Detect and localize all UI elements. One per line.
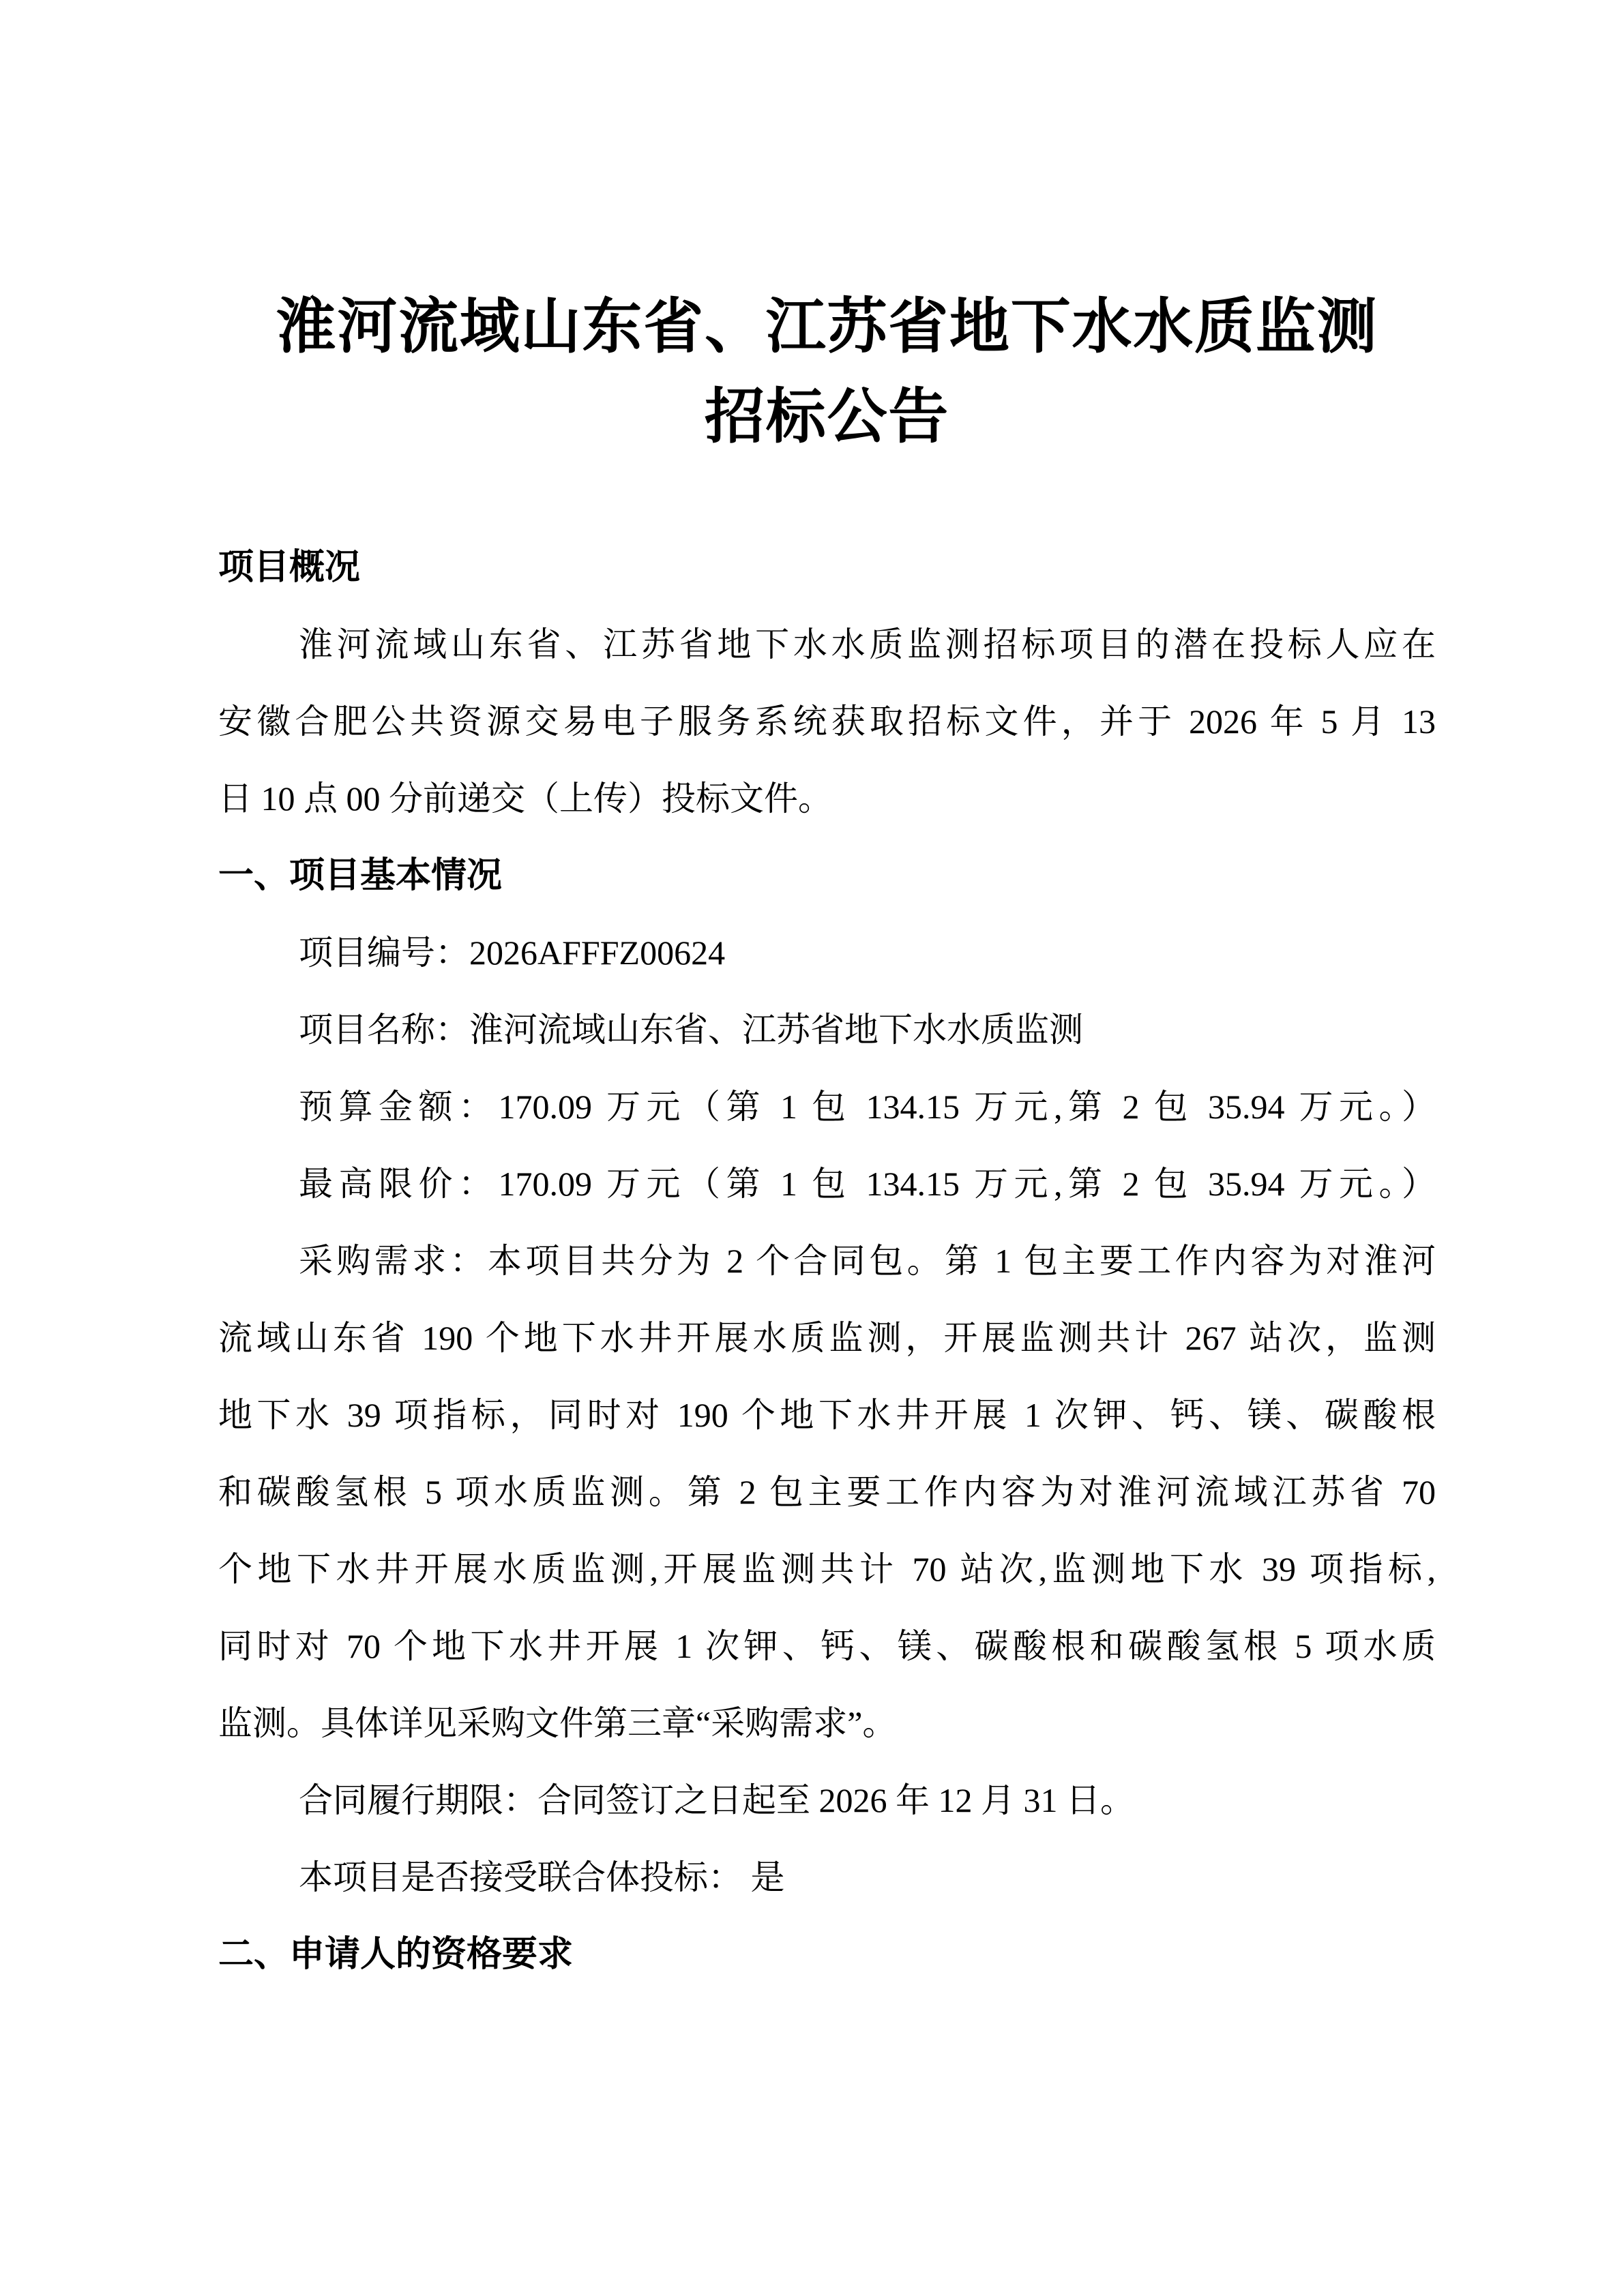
requirement-line: 和碳酸氢根 5 项水质监测。第 2 包主要工作内容为对淮河流域江苏省 70: [218, 1473, 1436, 1511]
contract-period-line: 合同履行期限：合同签订之日起至 2026 年 12 月 31 日。: [299, 1781, 1134, 1819]
overview-line: 淮河流域山东省、江苏省地下水水质监测招标项目的潜在投标人应在: [299, 625, 1436, 664]
overview-line: 安徽合肥公共资源交易电子服务系统获取招标文件，并于 2026 年 5 月 13: [218, 702, 1436, 741]
requirement-line: 采购需求：本项目共分为 2 个合同包。第 1 包主要工作内容为对淮河: [299, 1242, 1436, 1280]
section2-heading: 二、申请人的资格要求: [218, 1935, 574, 1974]
requirement-line: 个地下水井开展水质监测,开展监测共计 70 站次,监测地下水 39 项指标,: [218, 1550, 1436, 1588]
requirement-line: 流域山东省 190 个地下水井开展水质监测，开展监测共计 267 站次，监测: [218, 1319, 1436, 1357]
budget-line: 预算金额：170.09 万元（第 1 包 134.15 万元,第 2 包 35.94 万元。）: [299, 1088, 1436, 1126]
document-title-line1: 淮河流域山东省、江苏省地下水水质监测: [276, 295, 1378, 361]
project-number-line: 项目编号：2026AFFFZ00624: [299, 934, 726, 972]
requirement-line: 地下水 39 项指标，同时对 190 个地下水井开展 1 次钾、钙、镁、碳酸根: [218, 1396, 1436, 1434]
project-name-line: 项目名称：淮河流域山东省、江苏省地下水水质监测: [299, 1011, 1083, 1049]
requirement-line: 监测。具体详见采购文件第三章“采购需求”。: [218, 1704, 897, 1742]
document-title-line2: 招标公告: [704, 385, 950, 451]
document-title: [218, 283, 1436, 463]
requirement-line: 同时对 70 个地下水井开展 1 次钾、钙、镁、碳酸根和碳酸氢根 5 项水质: [218, 1627, 1436, 1665]
consortium-line: 本项目是否接受联合体投标： 是: [299, 1858, 785, 1896]
max-price-line: 最高限价：170.09 万元（第 1 包 134.15 万元,第 2 包 35.94 万元。）: [299, 1165, 1436, 1203]
section1-heading: 一、项目基本情况: [218, 856, 503, 895]
overview-line: 日 10 点 00 分前递交（上传）投标文件。: [218, 779, 832, 818]
overview-heading: 项目概况: [218, 548, 361, 587]
